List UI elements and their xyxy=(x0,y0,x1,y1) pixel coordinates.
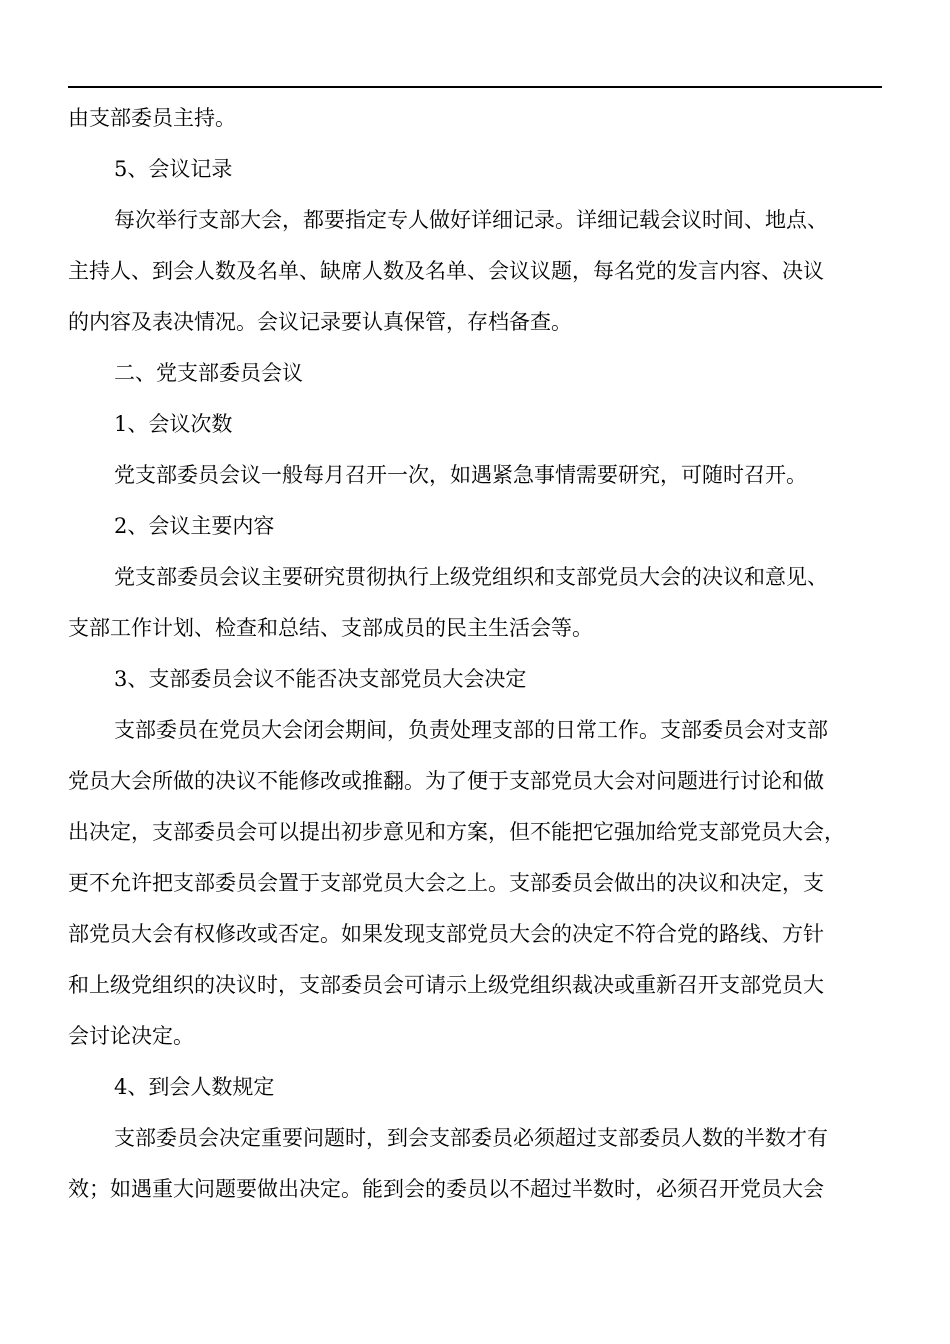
text-line: 由支部委员主持。 xyxy=(68,106,236,130)
text-line: 和上级党组织的决议时，支部委员会可请示上级党组织裁决或重新召开支部党员大 xyxy=(68,973,824,997)
text-line: 党员大会所做的决议不能修改或推翻。为了便于支部党员大会对问题进行讨论和做 xyxy=(68,769,824,793)
text-line: 的内容及表决情况。会议记录要认真保管，存档备查。 xyxy=(68,310,572,334)
section-heading: 4、到会人数规定 xyxy=(114,1075,275,1099)
text-line: 主持人、到会人数及名单、缺席人数及名单、会议议题，每名党的发言内容、决议 xyxy=(68,259,824,283)
text-line: 支部工作计划、检查和总结、支部成员的民主生活会等。 xyxy=(68,616,593,640)
text-line: 支部委员在党员大会闭会期间，负责处理支部的日常工作。支部委员会对支部 xyxy=(114,718,828,742)
section-heading: 3、支部委员会议不能否决支部党员大会决定 xyxy=(114,667,527,691)
text-line: 出决定，支部委员会可以提出初步意见和方案，但不能把它强加给党支部党员大会， xyxy=(68,820,845,844)
text-line: 会讨论决定。 xyxy=(68,1024,194,1048)
section-heading: 二、党支部委员会议 xyxy=(114,361,303,385)
section-heading: 5、会议记录 xyxy=(114,157,233,181)
document-body xyxy=(68,93,882,1215)
text-line: 支部委员会决定重要问题时，到会支部委员必须超过支部委员人数的半数才有 xyxy=(114,1126,828,1150)
section-heading: 1、会议次数 xyxy=(114,412,233,436)
text-line: 党支部委员会议一般每月召开一次，如遇紧急事情需要研究，可随时召开。 xyxy=(114,463,807,487)
text-line: 更不允许把支部委员会置于支部党员大会之上。支部委员会做出的决议和决定，支 xyxy=(68,871,824,895)
text-line: 党支部委员会议主要研究贯彻执行上级党组织和支部党员大会的决议和意见、 xyxy=(114,565,828,589)
header-rule xyxy=(68,86,882,88)
text-line: 每次举行支部大会，都要指定专人做好详细记录。详细记载会议时间、地点、 xyxy=(114,208,828,232)
text-line: 部党员大会有权修改或否定。如果发现支部党员大会的决定不符合党的路线、方针 xyxy=(68,922,824,946)
section-heading: 2、会议主要内容 xyxy=(114,514,275,538)
text-line: 效；如遇重大问题要做出决定。能到会的委员以不超过半数时，必须召开党员大会 xyxy=(68,1177,824,1201)
